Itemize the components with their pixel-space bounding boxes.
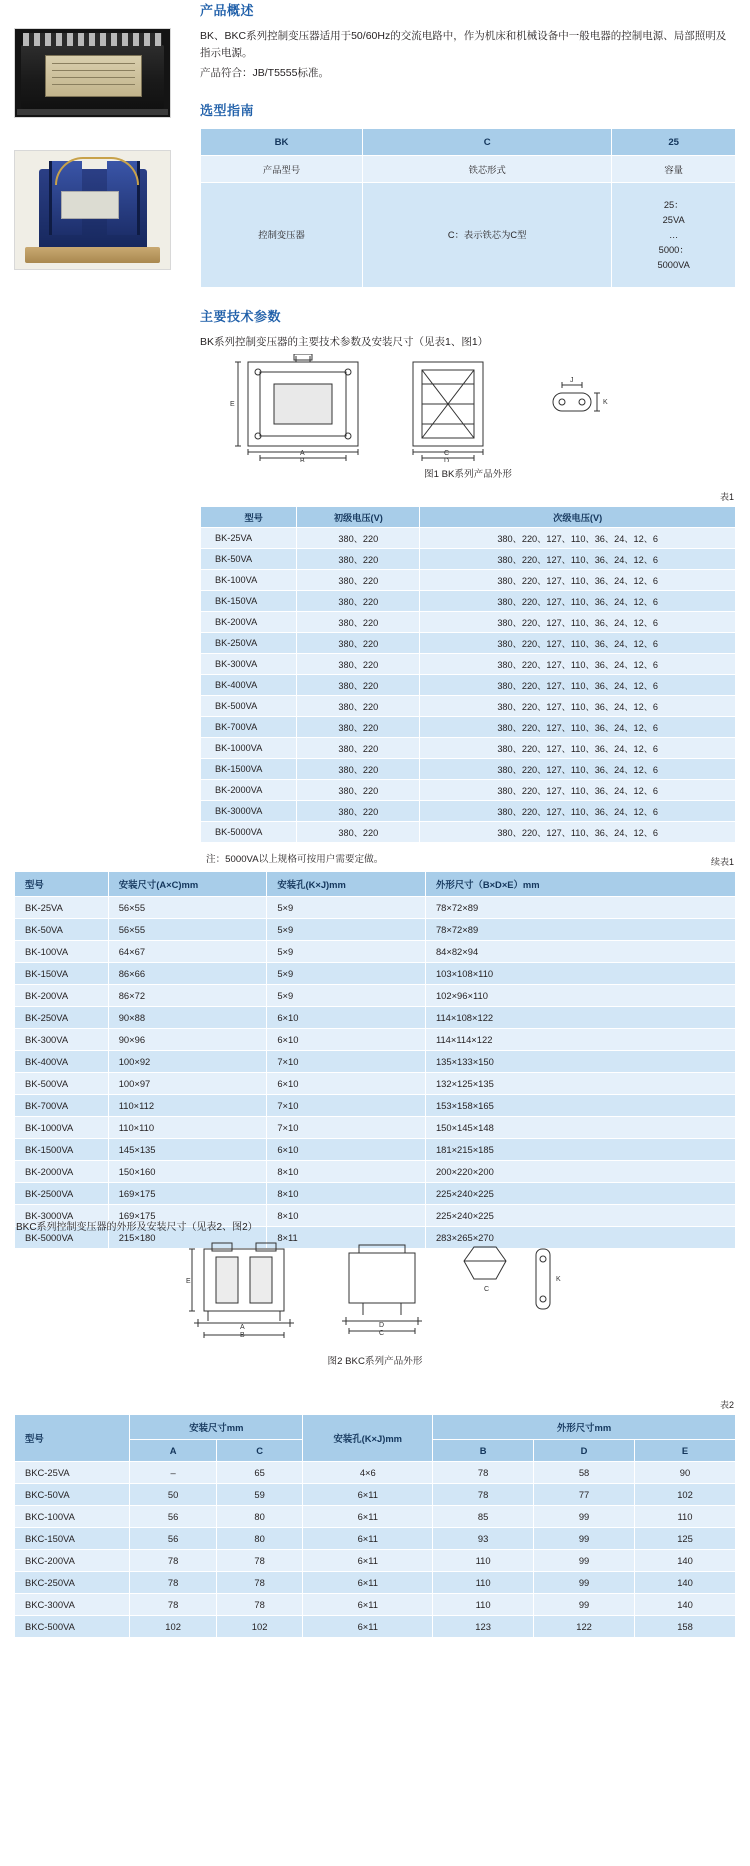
svg-text:B: B: [240, 1332, 245, 1339]
t1c-model: BK-500VA: [15, 1073, 109, 1095]
t1c-mount: 145×135: [108, 1139, 267, 1161]
t1-model: BK-200VA: [201, 612, 297, 633]
t1-secondary: 380、220、127、110、36、24、12、6: [420, 780, 736, 801]
table-row: [15, 1073, 736, 1095]
table-row: [15, 1462, 736, 1484]
guide-row2-2: 容量: [612, 156, 736, 183]
table-row: [201, 801, 736, 822]
t1c-hole: 8×11: [267, 1227, 426, 1249]
t1-secondary: 380、220、127、110、36、24、12、6: [420, 717, 736, 738]
t1c-mount: 86×72: [108, 985, 267, 1007]
t1c-hole: 8×10: [267, 1161, 426, 1183]
t1c-outline: 114×114×122: [425, 1029, 735, 1051]
t2-b: 78: [433, 1462, 534, 1484]
t1c-mount: 100×97: [108, 1073, 267, 1095]
bkc-intro: BKC系列控制变压器的外形及安装尺寸（见表2、图2）: [16, 1222, 258, 1233]
t1-secondary: 380、220、127、110、36、24、12、6: [420, 675, 736, 696]
t1-model: BK-700VA: [201, 717, 297, 738]
table-row: [201, 528, 736, 549]
t2-e: 125: [635, 1528, 736, 1550]
guide-row2-1: 铁芯形式: [363, 156, 612, 183]
t1c-hole: 5×9: [267, 941, 426, 963]
guide-header-1: C: [363, 129, 612, 156]
t2-b: 123: [433, 1616, 534, 1638]
t2-c: 80: [216, 1506, 303, 1528]
t2-hole: 6×11: [303, 1506, 433, 1528]
t2-model: BKC-25VA: [15, 1462, 130, 1484]
t1c-mount: 169×175: [108, 1205, 267, 1227]
t1c-outline: 102×96×110: [425, 985, 735, 1007]
t1c-model: BK-50VA: [15, 919, 109, 941]
table-row: [201, 738, 736, 759]
t1-model: BK-100VA: [201, 570, 297, 591]
t1-secondary: 380、220、127、110、36、24、12、6: [420, 549, 736, 570]
table-row: [201, 696, 736, 717]
t1c-mount: 150×160: [108, 1161, 267, 1183]
photo-bk-coil: [45, 55, 142, 97]
t1c-hole: 5×9: [267, 897, 426, 919]
t2-e: 140: [635, 1594, 736, 1616]
t1-model: BK-5000VA: [201, 822, 297, 843]
t2-a: 78: [130, 1572, 217, 1594]
t1c-hole: 6×10: [267, 1139, 426, 1161]
table-row: [15, 1550, 736, 1572]
t1c-hole: 6×10: [267, 1073, 426, 1095]
table-row: [201, 633, 736, 654]
table-2-block: [14, 1398, 736, 1638]
t2-model: BKC-250VA: [15, 1572, 130, 1594]
svg-text:K: K: [603, 399, 608, 406]
table-row: [201, 156, 736, 183]
t1c-mount: 56×55: [108, 897, 267, 919]
t2-b: 110: [433, 1572, 534, 1594]
t1-primary: 380、220: [297, 801, 420, 822]
t1-primary: 380、220: [297, 591, 420, 612]
t1-secondary: 380、220、127、110、36、24、12、6: [420, 654, 736, 675]
table-row: [15, 897, 736, 919]
table-row: [201, 591, 736, 612]
t2-model: BKC-300VA: [15, 1594, 130, 1616]
table-row: [15, 963, 736, 985]
t2-e: 158: [635, 1616, 736, 1638]
t1c-model: BK-100VA: [15, 941, 109, 963]
t1-primary: 380、220: [297, 528, 420, 549]
t2-e: 102: [635, 1484, 736, 1506]
overview-paragraph-1: BK、BKC系列控制变压器适用于50/60Hz的交流电路中，作为机床和机械设备中一般电器的控制电源、局部照明及指示电源。: [200, 30, 727, 59]
overview-paragraph-2: 产品符合：JB/T5555标准。: [200, 67, 329, 79]
table-row: [15, 1183, 736, 1205]
t2-d: 77: [534, 1484, 635, 1506]
t1-model: BK-500VA: [201, 696, 297, 717]
t1-secondary: 380、220、127、110、36、24、12、6: [420, 738, 736, 759]
t1-model: BK-250VA: [201, 633, 297, 654]
guide-row3-2: [612, 183, 736, 288]
t2-model: BKC-50VA: [15, 1484, 130, 1506]
t2-d: 99: [534, 1594, 635, 1616]
t1c-outline: 78×72×89: [425, 919, 735, 941]
t2-a: 56: [130, 1506, 217, 1528]
t1c-model: BK-250VA: [15, 1007, 109, 1029]
t1-secondary: 380、220、127、110、36、24、12、6: [420, 570, 736, 591]
guide-row3-0: 控制变压器: [201, 183, 363, 288]
t1c-header-0: 型号: [15, 872, 109, 897]
figure-1-caption: 图1 BK系列产品外形: [424, 469, 512, 480]
guide-capacity-line-3: 5000：: [658, 244, 689, 255]
figure-2-caption: 图2 BKC系列产品外形: [327, 1356, 423, 1367]
t2-hole: 6×11: [303, 1550, 433, 1572]
t1c-hole: 6×10: [267, 1029, 426, 1051]
content-column: [200, 0, 736, 865]
t1-model: BK-2000VA: [201, 780, 297, 801]
table-row: [15, 1415, 736, 1440]
t1c-outline: 78×72×89: [425, 897, 735, 919]
table-1-note: 注：5000VA以上规格可按用户需要定做。: [206, 854, 384, 865]
t1c-mount: 90×96: [108, 1029, 267, 1051]
svg-text:E: E: [186, 1278, 191, 1285]
params-title: 主要技术参数: [200, 309, 282, 324]
t2-a: 78: [130, 1594, 217, 1616]
table-row: [201, 654, 736, 675]
t2-c: 102: [216, 1616, 303, 1638]
table-1-continued-block: [14, 855, 736, 1249]
table-row: [15, 872, 736, 897]
t1-model: BK-50VA: [201, 549, 297, 570]
figure-1-drawing: [208, 354, 728, 462]
svg-text:D: D: [444, 458, 450, 462]
photo-bkc-wire: [55, 157, 139, 185]
t1c-mount: 90×88: [108, 1007, 267, 1029]
t1-model: BK-1000VA: [201, 738, 297, 759]
t2-hole: 6×11: [303, 1616, 433, 1638]
t1-primary: 380、220: [297, 612, 420, 633]
table-row: [201, 549, 736, 570]
t1c-outline: 225×240×225: [425, 1205, 735, 1227]
product-photo-bk: [14, 28, 171, 118]
t1c-hole: 6×10: [267, 1007, 426, 1029]
t1c-mount: 64×67: [108, 941, 267, 963]
t2-a: 50: [130, 1484, 217, 1506]
t1-header-2: 次级电压(V): [420, 507, 736, 528]
overview-title: 产品概述: [200, 3, 255, 18]
t1c-outline: 103×108×110: [425, 963, 735, 985]
t2-d: 58: [534, 1462, 635, 1484]
t1c-model: BK-5000VA: [15, 1227, 109, 1249]
t1-primary: 380、220: [297, 570, 420, 591]
t2-hole: 6×11: [303, 1572, 433, 1594]
t2-group-0: 型号: [15, 1415, 130, 1462]
t1c-model: BK-150VA: [15, 963, 109, 985]
guide-title: 选型指南: [200, 103, 255, 118]
guide-capacity-line-2: …: [669, 229, 679, 240]
t1c-hole: 5×9: [267, 919, 426, 941]
section-overview: [200, 0, 736, 82]
t2-model: BKC-500VA: [15, 1616, 130, 1638]
t2-a: 78: [130, 1550, 217, 1572]
table-row: [15, 1572, 736, 1594]
t1c-mount: 86×66: [108, 963, 267, 985]
t2-c: 65: [216, 1462, 303, 1484]
t1-primary: 380、220: [297, 696, 420, 717]
svg-text:C: C: [484, 1286, 490, 1293]
t1-model: BK-25VA: [201, 528, 297, 549]
t1c-hole: 8×10: [267, 1183, 426, 1205]
t1-secondary: 380、220、127、110、36、24、12、6: [420, 696, 736, 717]
t1c-model: BK-1000VA: [15, 1117, 109, 1139]
t2-sub-5: E: [635, 1440, 736, 1462]
table-row: [15, 1007, 736, 1029]
t1c-outline: 84×82×94: [425, 941, 735, 963]
t2-a: 56: [130, 1528, 217, 1550]
table-row: [15, 1029, 736, 1051]
t1c-outline: 283×265×270: [425, 1227, 735, 1249]
table-row: [15, 1117, 736, 1139]
table-row: [15, 919, 736, 941]
t1-header-0: 型号: [201, 507, 297, 528]
t1c-outline: 225×240×225: [425, 1183, 735, 1205]
table-row: [201, 612, 736, 633]
t1c-header-2: 安装孔(K×J)mm: [267, 872, 426, 897]
svg-text:A: A: [240, 1324, 245, 1331]
t1-primary: 380、220: [297, 675, 420, 696]
t1c-model: BK-2000VA: [15, 1161, 109, 1183]
figure-2-drawing: [164, 1239, 584, 1349]
table-row: [201, 675, 736, 696]
t1-secondary: 380、220、127、110、36、24、12、6: [420, 612, 736, 633]
svg-text:J: J: [570, 377, 574, 384]
t2-hole: 4×6: [303, 1462, 433, 1484]
guide-header-0: BK: [201, 129, 363, 156]
table-1-cont-tag: 续表1: [710, 857, 734, 867]
t1c-hole: 5×9: [267, 985, 426, 1007]
svg-text:B: B: [300, 458, 305, 462]
t1c-outline: 150×145×148: [425, 1117, 735, 1139]
t1-model: BK-3000VA: [201, 801, 297, 822]
t2-sub-0: A: [130, 1440, 217, 1462]
t2-c: 59: [216, 1484, 303, 1506]
t1-secondary: 380、220、127、110、36、24、12、6: [420, 633, 736, 654]
guide-row2-0: 产品型号: [201, 156, 363, 183]
t1c-model: BK-3000VA: [15, 1205, 109, 1227]
t2-sub-4: D: [534, 1440, 635, 1462]
t2-e: 90: [635, 1462, 736, 1484]
t2-sub-3: B: [433, 1440, 534, 1462]
t2-b: 93: [433, 1528, 534, 1550]
table-row: [201, 507, 736, 528]
svg-text:C: C: [379, 1330, 385, 1337]
t2-d: 99: [534, 1550, 635, 1572]
t2-c: 78: [216, 1594, 303, 1616]
guide-capacity-line-1: 25VA: [662, 214, 685, 225]
t1c-hole: 8×10: [267, 1205, 426, 1227]
t1c-hole: 7×10: [267, 1117, 426, 1139]
guide-capacity-line-4: 5000VA: [657, 259, 690, 270]
t1-primary: 380、220: [297, 633, 420, 654]
t1c-header-1: 安装尺寸(A×C)mm: [108, 872, 267, 897]
t2-group-3: 外形尺寸mm: [433, 1415, 736, 1440]
table-row: [201, 780, 736, 801]
t2-e: 110: [635, 1506, 736, 1528]
t1c-mount: 110×112: [108, 1095, 267, 1117]
t2-model: BKC-150VA: [15, 1528, 130, 1550]
table-row: [15, 1594, 736, 1616]
t1-primary: 380、220: [297, 549, 420, 570]
t2-c: 80: [216, 1528, 303, 1550]
t1c-mount: 215×180: [108, 1227, 267, 1249]
t1c-model: BK-300VA: [15, 1029, 109, 1051]
t1c-model: BK-2500VA: [15, 1183, 109, 1205]
t1-secondary: 380、220、127、110、36、24、12、6: [420, 822, 736, 843]
t1c-hole: 7×10: [267, 1051, 426, 1073]
t2-hole: 6×11: [303, 1594, 433, 1616]
t2-d: 99: [534, 1528, 635, 1550]
t1-header-1: 初级电压(V): [297, 507, 420, 528]
t2-model: BKC-100VA: [15, 1506, 130, 1528]
t1c-model: BK-1500VA: [15, 1139, 109, 1161]
table-2: [14, 1414, 736, 1638]
t2-c: 78: [216, 1550, 303, 1572]
svg-text:C: C: [444, 450, 450, 457]
t1c-model: BK-25VA: [15, 897, 109, 919]
product-photo-column: [14, 28, 184, 270]
section-selection-guide: [200, 100, 736, 288]
t1c-mount: 169×175: [108, 1183, 267, 1205]
table-row: [15, 1616, 736, 1638]
t2-e: 140: [635, 1550, 736, 1572]
t1-model: BK-300VA: [201, 654, 297, 675]
t1-primary: 380、220: [297, 717, 420, 738]
bkc-section: [14, 1218, 736, 1367]
t2-group-1: 安装尺寸mm: [130, 1415, 303, 1440]
table-row: [201, 717, 736, 738]
t1c-model: BK-400VA: [15, 1051, 109, 1073]
section-parameters: [200, 306, 736, 351]
table-row: [15, 985, 736, 1007]
t1-model: BK-1500VA: [201, 759, 297, 780]
product-photo-bkc: [14, 150, 171, 270]
table-row: [15, 1139, 736, 1161]
table-row: [201, 759, 736, 780]
svg-text:E: E: [230, 401, 235, 408]
svg-text:K: K: [556, 1276, 561, 1283]
table-row: [201, 183, 736, 288]
table-row: [15, 1161, 736, 1183]
t2-sub-1: C: [216, 1440, 303, 1462]
t1-primary: 380、220: [297, 759, 420, 780]
t1-model: BK-150VA: [201, 591, 297, 612]
table-row: [15, 1095, 736, 1117]
t1c-outline: 132×125×135: [425, 1073, 735, 1095]
photo-bk-foot: [17, 109, 168, 115]
t1c-header-3: 外形尺寸（B×D×E）mm: [425, 872, 735, 897]
table-row: [201, 570, 736, 591]
t1c-outline: 200×220×200: [425, 1161, 735, 1183]
t1-primary: 380、220: [297, 654, 420, 675]
t2-group-2: 安装孔(K×J)mm: [303, 1415, 433, 1462]
t1c-model: BK-200VA: [15, 985, 109, 1007]
t1c-outline: 135×133×150: [425, 1051, 735, 1073]
t2-e: 140: [635, 1572, 736, 1594]
params-intro: BK系列控制变压器的主要技术参数及安装尺寸（见表1、图1）: [200, 336, 489, 348]
t1c-model: BK-700VA: [15, 1095, 109, 1117]
guide-row3-1: C：表示铁芯为C型: [363, 183, 612, 288]
t1-secondary: 380、220、127、110、36、24、12、6: [420, 528, 736, 549]
table-1: [200, 506, 736, 843]
t1c-mount: 100×92: [108, 1051, 267, 1073]
t1c-outline: 114×108×122: [425, 1007, 735, 1029]
t2-b: 110: [433, 1550, 534, 1572]
table-row: [15, 1484, 736, 1506]
t1-secondary: 380、220、127、110、36、24、12、6: [420, 759, 736, 780]
t2-b: 78: [433, 1484, 534, 1506]
table-1-continued: [14, 871, 736, 1249]
svg-text:A: A: [300, 450, 305, 457]
photo-bkc-base: [25, 247, 160, 263]
guide-header-2: 25: [612, 129, 736, 156]
t1-model: BK-400VA: [201, 675, 297, 696]
t1c-hole: 5×9: [267, 963, 426, 985]
t2-d: 99: [534, 1572, 635, 1594]
table-row: [15, 941, 736, 963]
svg-text:D: D: [379, 1322, 385, 1329]
figure-2: [14, 1239, 736, 1367]
t2-a: 102: [130, 1616, 217, 1638]
table-row: [201, 129, 736, 156]
t2-model: BKC-200VA: [15, 1550, 130, 1572]
t1c-outline: 181×215×185: [425, 1139, 735, 1161]
table-row: [15, 1528, 736, 1550]
t2-b: 110: [433, 1594, 534, 1616]
table-row: [201, 822, 736, 843]
table-1-block: [200, 490, 736, 865]
t1-primary: 380、220: [297, 738, 420, 759]
selection-guide-table: [200, 128, 736, 288]
t2-a: –: [130, 1462, 217, 1484]
guide-capacity-line-0: 25：: [663, 199, 684, 210]
t2-d: 99: [534, 1506, 635, 1528]
t2-hole: 6×11: [303, 1528, 433, 1550]
t1-secondary: 380、220、127、110、36、24、12、6: [420, 591, 736, 612]
t1-secondary: 380、220、127、110、36、24、12、6: [420, 801, 736, 822]
photo-bk-terminals: [23, 33, 162, 46]
t2-hole: 6×11: [303, 1484, 433, 1506]
t1c-mount: 110×110: [108, 1117, 267, 1139]
t1-primary: 380、220: [297, 780, 420, 801]
t1c-outline: 153×158×165: [425, 1095, 735, 1117]
table-1-tag: 表1: [719, 492, 734, 502]
t2-c: 78: [216, 1572, 303, 1594]
table-row: [15, 1506, 736, 1528]
table-row: [15, 1051, 736, 1073]
t2-b: 85: [433, 1506, 534, 1528]
t1c-hole: 7×10: [267, 1095, 426, 1117]
t1-primary: 380、220: [297, 822, 420, 843]
table-2-tag: 表2: [719, 1400, 734, 1410]
t1c-mount: 56×55: [108, 919, 267, 941]
t2-d: 122: [534, 1616, 635, 1638]
figure-1: [200, 354, 736, 480]
photo-bkc-label: [61, 191, 119, 219]
